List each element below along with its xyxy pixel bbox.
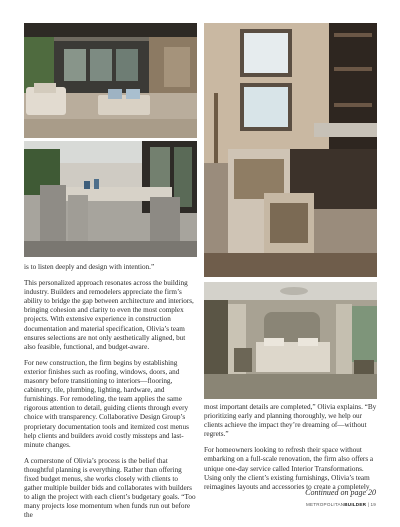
master-bedroom-photo xyxy=(204,282,377,399)
continued-on-link[interactable]: Continued on page 20 xyxy=(305,488,376,497)
kitchen-bar-chairs-photo xyxy=(204,23,377,277)
article-text-left-column xyxy=(24,263,196,527)
outdoor-dining-photo xyxy=(24,141,197,257)
article-paragraph: A cornerstone of Olivia’s process is the belief that thoughtful planning is everything. Rather than offering fixed budget menus, she works closely with clients to gather multiple builder bids and collaborates with builders to align the project with each client’s budgetary goals. “Too many projects lose momentum when funds run out before the xyxy=(24,456,196,520)
publication-name-suffix: BUILDER xyxy=(344,502,367,507)
article-paragraph: For new construction, the firm begins by establishing exterior finishes such as roofing, windows, doors, and masonry before transitioning to interiors—flooring, cabinetry, tile, plumbing, lighting, hardware, and furnishings. For remodeling, the team applies the same rigorous attention to detail, guiding clients through every choice with transparency. Collaborative Design Group’s proprietary documentation tools and itemized cost menus help clients and builders avoid costly missteps and last-minute changes. xyxy=(24,358,189,449)
article-paragraph: is to listen deeply and design with intention.” xyxy=(24,263,155,271)
page-folio: METROPOLITANBUILDER | 19 xyxy=(305,502,376,507)
article-paragraph: For homeowners looking to refresh their space without embarking on a full-scale renovation, the firm also offers a unique one-day service called Interior Transformations. Using only the client’s existing furnishings, Olivia’s team reimagines layouts and accessories to create a completely xyxy=(204,446,374,491)
article-text-right-column xyxy=(204,403,377,499)
publication-name-prefix: METROPOLITAN xyxy=(305,502,345,507)
page-number: 19 xyxy=(370,502,376,507)
article-paragraph: most important details are completed,” Olivia explains. “By prioritizing early and planning thoroughly, we help our clients achieve the impact they’re dreaming of—without regrets.” xyxy=(204,403,377,439)
outdoor-patio-lounge-photo xyxy=(24,23,197,138)
article-paragraph: This personalized approach resonates across the building industry. Builders and remodelers appreciate the firm’s ability to bridge the gap between architecture and interiors, bringing cohesion and clarity to even the most complex projects. With extensive experience in construction documentation and material specification, Olivia’s team ensures selections are not only aesthetically aligned, but also feasible, functional, and budget-aware. xyxy=(24,279,194,351)
